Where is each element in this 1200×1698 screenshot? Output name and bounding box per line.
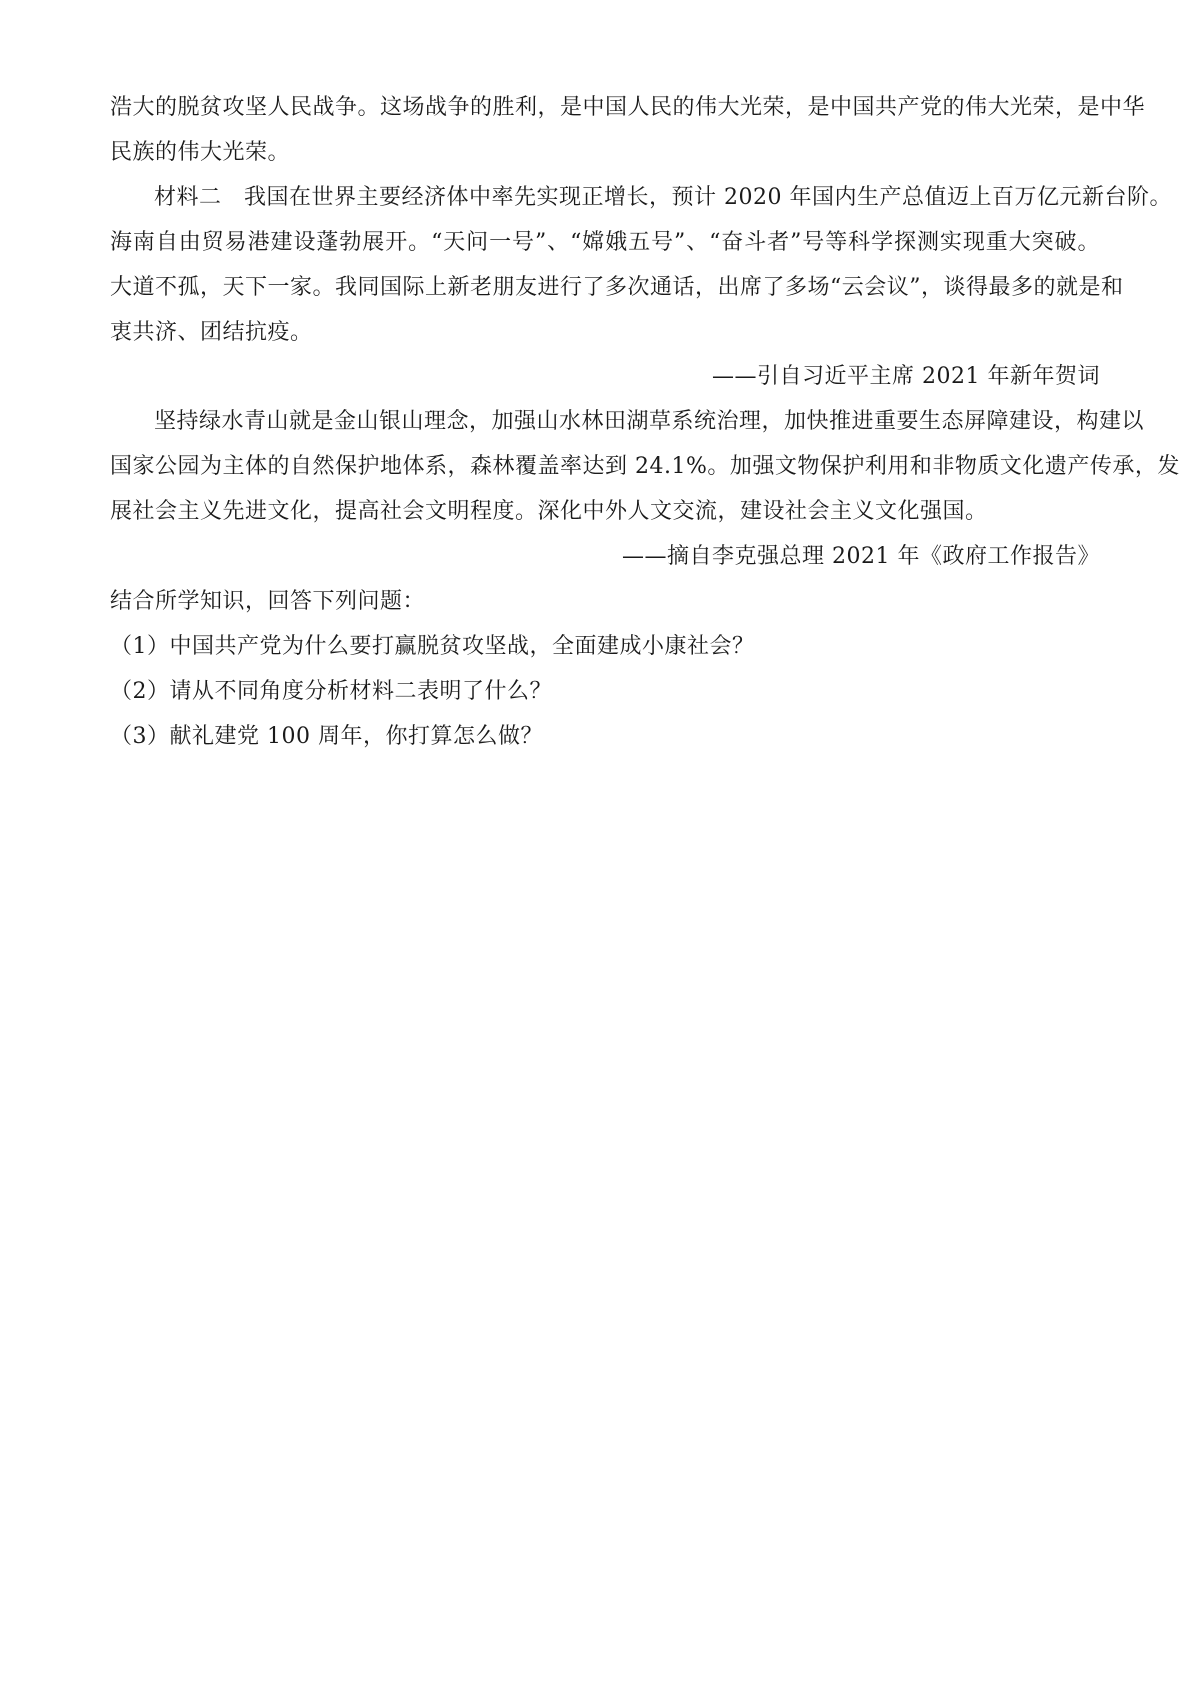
question-3: （3）献礼建党 100 周年，你打算怎么做？: [110, 724, 543, 749]
questions-intro: 结合所学知识，回答下列问题：: [110, 589, 426, 614]
paragraph1-line1: 浩大的脱贫攻坚人民战争。这场战争的胜利，是中国人民的伟大光荣，是中国共产党的伟大光荣，是中华: [110, 95, 1146, 120]
paragraph3-line1: 坚持绿水青山就是金山银山理念，加强山水林田湖草系统治理，加快推进重要生态屏障建设，构建以: [154, 409, 1145, 434]
paragraph3-line2: 国家公园为主体的自然保护地体系，森林覆盖率达到 24.1%。加强文物保护利用和非物质文化遗产传承，发: [110, 454, 1180, 479]
paragraph3-line3: 展社会主义先进文化，提高社会文明程度。深化中外人文交流，建设社会主义文化强国。: [110, 499, 988, 524]
material2-source: ——引自习近平主席 2021 年新年贺词: [712, 364, 1100, 389]
paragraph3-source: ——摘自李克强总理 2021 年《政府工作报告》: [622, 544, 1100, 569]
question-1: （1）中国共产党为什么要打赢脱贫攻坚战，全面建成小康社会？: [110, 634, 755, 659]
paragraph1-line2: 民族的伟大光荣。: [110, 140, 291, 165]
material2-line4: 衷共济、团结抗疫。: [110, 320, 313, 345]
question-2: （2）请从不同角度分析材料二表明了什么？: [110, 679, 552, 704]
material2-line3: 大道不孤，天下一家。我同国际上新老朋友进行了多次通话，出席了多场“云会议”，谈得最多的就是和: [110, 275, 1124, 300]
material2-line2: 海南自由贸易港建设蓬勃展开。“天问一号”、“嫦娥五号”、“奋斗者”号等科学探测实现重大突破。: [110, 230, 1100, 255]
material2-line1: 材料二 我国在世界主要经济体中率先实现正增长，预计 2020 年国内生产总值迈上百万亿元新台阶。: [154, 185, 1172, 210]
